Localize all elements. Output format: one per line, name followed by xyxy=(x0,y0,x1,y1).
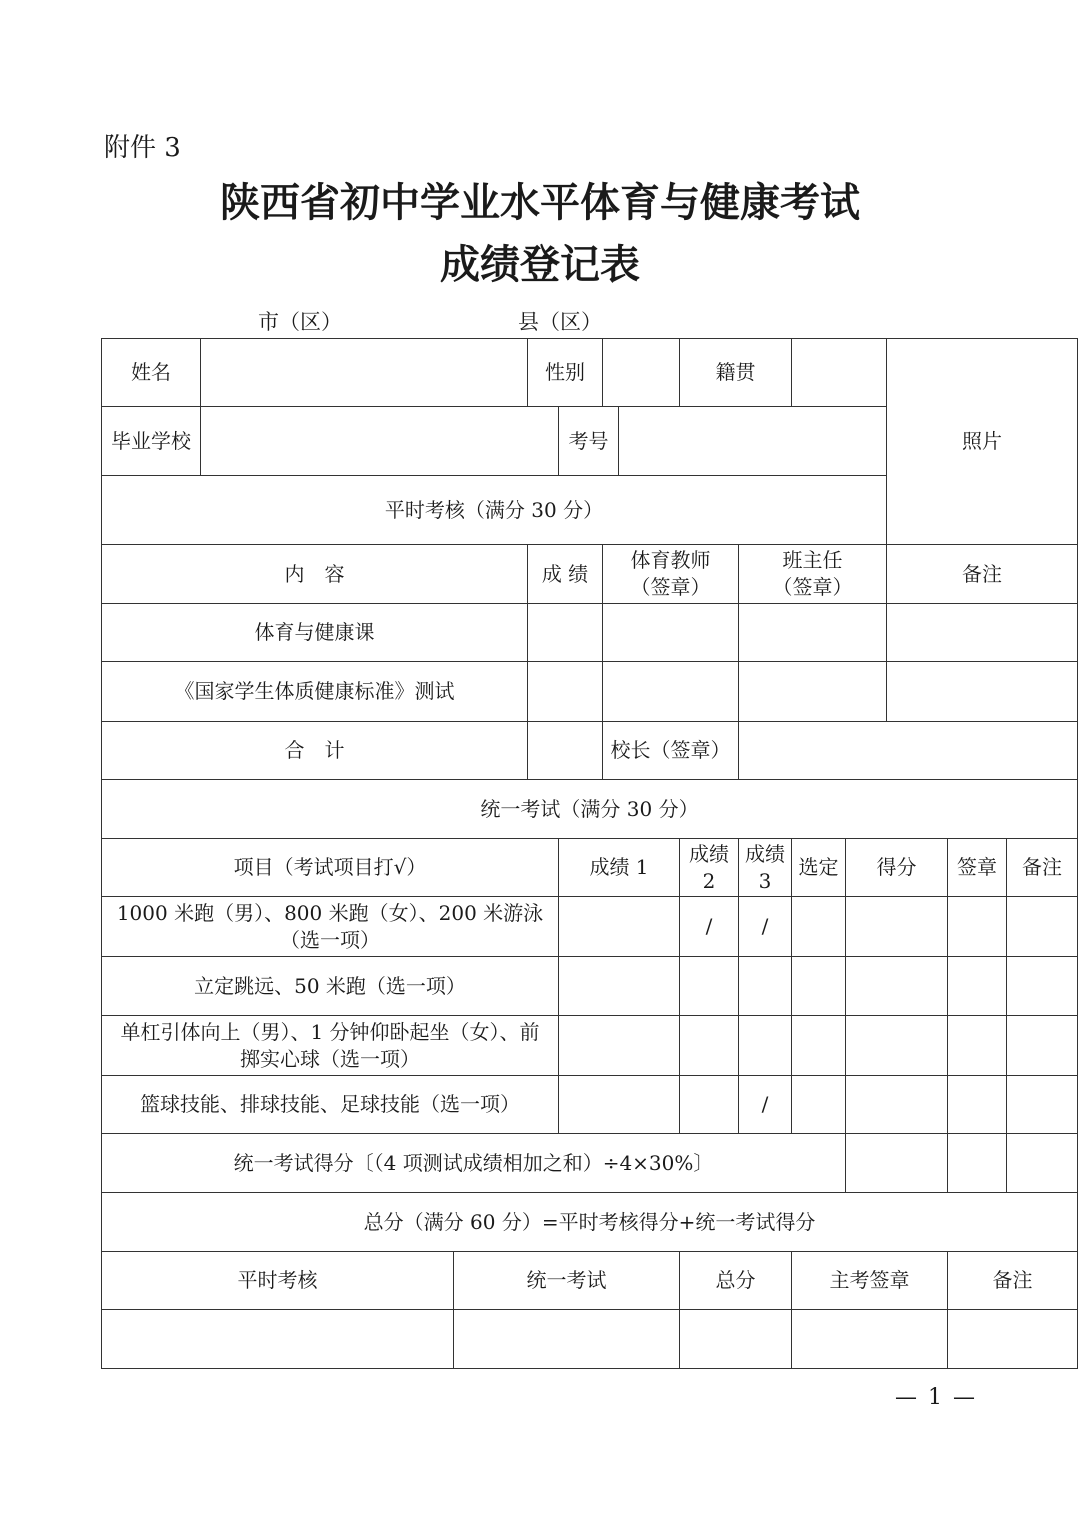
ball-skill-seal-cell[interactable] xyxy=(948,1076,1007,1134)
exam-number-label: 考号 xyxy=(559,407,619,476)
school-label: 毕业学校 xyxy=(102,407,201,476)
jump-run-points-cell[interactable] xyxy=(846,957,948,1016)
unified-score-formula-label: 统一考试得分〔（4 项测试成绩相加之和）÷4×30%〕 xyxy=(102,1134,846,1193)
strength-score3-cell[interactable] xyxy=(739,1016,792,1076)
strength-selected-cell[interactable] xyxy=(792,1016,846,1076)
strength-seal-cell[interactable] xyxy=(948,1016,1007,1076)
pe-course-head-teacher-seal-cell[interactable] xyxy=(739,604,887,662)
endurance-score3-cell: / xyxy=(739,897,792,957)
ball-skill-remark-cell[interactable] xyxy=(1007,1076,1078,1134)
unified-exam-header: 统一考试（满分 30 分） xyxy=(102,780,1078,839)
ball-skill-item-label: 篮球技能、排球技能、足球技能（选一项） xyxy=(102,1076,559,1134)
summary-routine-header: 平时考核 xyxy=(102,1252,454,1310)
pe-course-remark-cell[interactable] xyxy=(887,604,1078,662)
strength-points-cell[interactable] xyxy=(846,1016,948,1076)
photo-box[interactable]: 照片 xyxy=(887,339,1078,545)
page-number: — 1 — xyxy=(895,1385,977,1410)
summary-remark-cell[interactable] xyxy=(948,1310,1078,1369)
endurance-item-line1: 1000 米跑（男）、800 米跑（女）、200 米游泳 xyxy=(116,900,544,925)
score2-column-header: 成绩 2 xyxy=(680,839,739,897)
fitness-standard-remark-cell[interactable] xyxy=(887,662,1078,722)
head-teacher-seal-label: （签章） xyxy=(772,575,853,599)
score3-column-header: 成绩 3 xyxy=(739,839,792,897)
points-column-header: 得分 xyxy=(846,839,948,897)
score-column-header: 成 绩 xyxy=(528,545,603,604)
score1-column-header: 成绩 1 xyxy=(559,839,680,897)
summary-examiner-cell[interactable] xyxy=(792,1310,948,1369)
endurance-selected-cell[interactable] xyxy=(792,897,846,957)
ball-skill-points-cell[interactable] xyxy=(846,1076,948,1134)
ball-skill-score2-cell[interactable] xyxy=(680,1076,739,1134)
summary-unified-header: 统一考试 xyxy=(454,1252,680,1310)
endurance-item-line2: （选一项） xyxy=(280,927,380,952)
content-column-header: 内 容 xyxy=(102,545,528,604)
exam-number-field[interactable] xyxy=(619,407,887,476)
ball-skill-selected-cell[interactable] xyxy=(792,1076,846,1134)
county-label: 县（区） xyxy=(518,310,602,334)
origin-label: 籍贯 xyxy=(680,339,792,407)
pe-teacher-column-header xyxy=(603,545,739,604)
principal-seal-cell[interactable] xyxy=(739,722,1078,780)
endurance-score2-cell: / xyxy=(680,897,739,957)
document-subtitle: 成绩登记表 xyxy=(440,241,640,288)
jump-run-score3-cell[interactable] xyxy=(739,957,792,1016)
routine-total-cell[interactable] xyxy=(528,722,603,780)
summary-routine-cell[interactable] xyxy=(102,1310,454,1369)
summary-total-cell[interactable] xyxy=(680,1310,792,1369)
document-title: 陕西省初中学业水平体育与健康考试 xyxy=(220,179,860,226)
strength-score2-cell[interactable] xyxy=(680,1016,739,1076)
origin-field[interactable] xyxy=(792,339,887,407)
gender-label: 性别 xyxy=(528,339,603,407)
fitness-standard-row-label: 《国家学生体质健康标准》测试 xyxy=(102,662,528,722)
head-teacher-column-header xyxy=(739,545,887,604)
routine-assessment-header: 平时考核（满分 30 分） xyxy=(102,476,887,545)
jump-run-item-label: 立定跳远、50 米跑（选一项） xyxy=(102,957,559,1016)
fitness-standard-teacher-seal-cell[interactable] xyxy=(603,662,739,722)
summary-examiner-header: 主考签章 xyxy=(792,1252,948,1310)
pe-course-teacher-seal-cell[interactable] xyxy=(603,604,739,662)
summary-total-header: 总分 xyxy=(680,1252,792,1310)
principal-seal-label: 校长（签章） xyxy=(603,722,739,780)
unified-score-points-cell[interactable] xyxy=(846,1134,948,1193)
school-field[interactable] xyxy=(201,407,559,476)
endurance-item-label xyxy=(102,897,559,957)
name-label: 姓名 xyxy=(102,339,201,407)
strength-remark-cell[interactable] xyxy=(1007,1016,1078,1076)
jump-run-remark-cell[interactable] xyxy=(1007,957,1078,1016)
name-field[interactable] xyxy=(201,339,528,407)
gender-field[interactable] xyxy=(603,339,680,407)
remark-column-header: 备注 xyxy=(887,545,1078,604)
city-label: 市（区） xyxy=(258,310,342,334)
ball-skill-score1-cell[interactable] xyxy=(559,1076,680,1134)
routine-total-label: 合 计 xyxy=(102,722,528,780)
exam-item-column-header: 项目（考试项目打√） xyxy=(102,839,559,897)
unified-remark-column-header: 备注 xyxy=(1007,839,1078,897)
head-teacher-label: 班主任 xyxy=(782,548,843,572)
jump-run-score2-cell[interactable] xyxy=(680,957,739,1016)
summary-unified-cell[interactable] xyxy=(454,1310,680,1369)
summary-remark-header: 备注 xyxy=(948,1252,1078,1310)
jump-run-score1-cell[interactable] xyxy=(559,957,680,1016)
unified-score-remark-cell[interactable] xyxy=(1007,1134,1078,1193)
endurance-score1-cell[interactable] xyxy=(559,897,680,957)
strength-score1-cell[interactable] xyxy=(559,1016,680,1076)
ball-skill-score3-cell: / xyxy=(739,1076,792,1134)
unified-score-seal-cell[interactable] xyxy=(948,1134,1007,1193)
fitness-standard-head-teacher-seal-cell[interactable] xyxy=(739,662,887,722)
score-registration-table xyxy=(101,338,1078,1369)
strength-item-line2: 掷实心球（选一项） xyxy=(240,1046,420,1071)
total-score-header: 总分（满分 60 分）=平时考核得分+统一考试得分 xyxy=(102,1193,1078,1252)
endurance-points-cell[interactable] xyxy=(846,897,948,957)
selected-column-header: 选定 xyxy=(792,839,846,897)
fitness-standard-score-cell[interactable] xyxy=(528,662,603,722)
pe-course-score-cell[interactable] xyxy=(528,604,603,662)
pe-teacher-label: 体育教师 xyxy=(630,548,711,572)
seal-column-header: 签章 xyxy=(948,839,1007,897)
endurance-seal-cell[interactable] xyxy=(948,897,1007,957)
strength-item-line1: 单杠引体向上（男）、1 分钟仰卧起坐（女）、前 xyxy=(120,1019,540,1044)
endurance-remark-cell[interactable] xyxy=(1007,897,1078,957)
pe-teacher-seal-label: （签章） xyxy=(630,575,711,599)
strength-item-label xyxy=(102,1016,559,1076)
jump-run-selected-cell[interactable] xyxy=(792,957,846,1016)
jump-run-seal-cell[interactable] xyxy=(948,957,1007,1016)
pe-course-row-label: 体育与健康课 xyxy=(102,604,528,662)
attachment-label: 附件 3 xyxy=(104,133,181,163)
